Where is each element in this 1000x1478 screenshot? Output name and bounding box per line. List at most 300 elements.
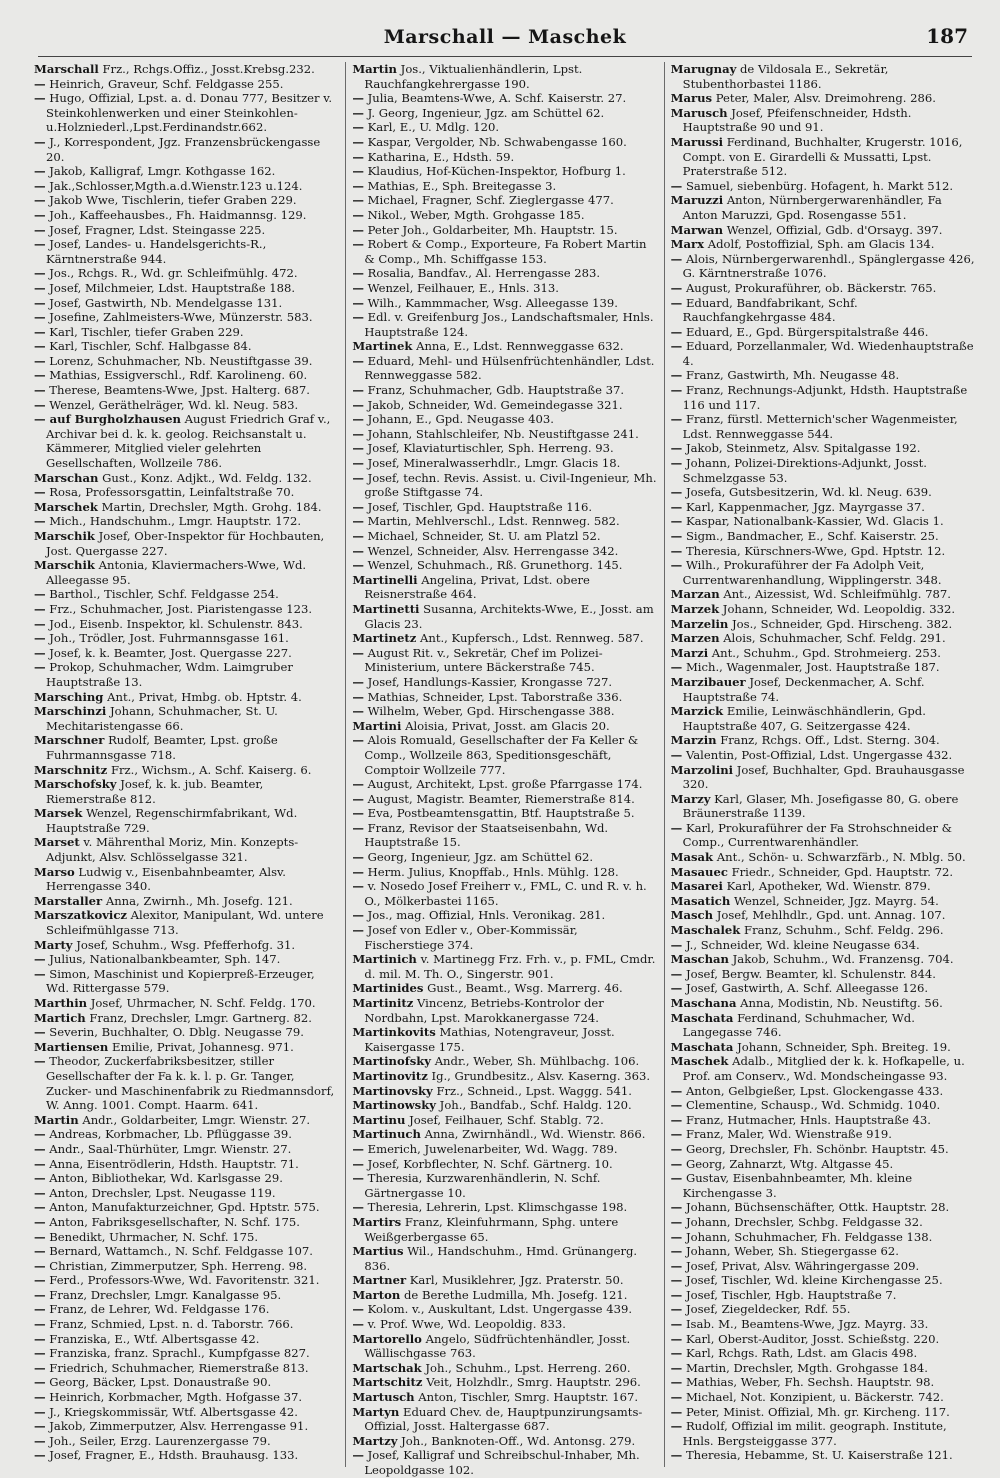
entry-text: J., Kriegskommissär, Wtf. Albertsgasse 42. — [49, 1404, 298, 1419]
directory-entry — [34, 1375, 339, 1390]
directory-entry — [34, 398, 339, 413]
directory-entry — [352, 179, 657, 194]
directory-entry — [671, 1405, 976, 1420]
directory-entry — [352, 412, 657, 427]
directory-entry — [671, 383, 976, 412]
directory-entry — [34, 354, 339, 369]
entry-head: — — [670, 1214, 683, 1229]
entry-head: — — [352, 806, 364, 821]
entry-text: Josef, Milchmeier, Ldst. Hauptstraße 188. — [49, 280, 296, 295]
entry-head: Marschik — [34, 558, 95, 573]
entry-head: — — [670, 1112, 683, 1127]
entry-text: Mathias, Schneider, Lpst. Taborstraße 336. — [367, 689, 623, 704]
directory-entry — [671, 62, 976, 91]
entry-head: — — [34, 1390, 46, 1405]
entry-head: Martinitz — [352, 996, 414, 1010]
entry-text: J., Korrespondent, Jgz. Franzensbrückengasse 20. — [46, 134, 321, 164]
entry-text: Franz, Schuhm., Schf. Feldg. 296. — [744, 923, 944, 938]
entry-head: Marthin — [34, 996, 88, 1010]
directory-entry — [34, 1361, 339, 1376]
entry-head: — — [352, 149, 364, 164]
entry-text: Anna, Zwirnhändl., Wd. Wienstr. 866. — [424, 1127, 646, 1142]
entry-text: Joh., Seiler, Erzg. Laurenzergasse 79. — [49, 1433, 271, 1448]
entry-text: Mich., Wagenmaler, Jost. Hauptstraße 187. — [685, 660, 940, 675]
entry-head: — — [670, 1287, 683, 1302]
entry-text: Karl, Prokuraführer der Fa Strohschneider & Comp., Currentwarenhändler. — [682, 820, 952, 850]
entry-text: de Vildosala E., Sekretär, Stubenthorbastei 1186. — [682, 62, 889, 91]
entry-text: Peter Joh., Goldarbeiter, Mh. Hauptstr. 15. — [367, 222, 618, 237]
directory-entry — [352, 62, 657, 91]
entry-head: Marus — [670, 91, 713, 106]
directory-entry — [352, 1375, 657, 1390]
entry-head: — — [34, 1360, 46, 1375]
directory-entry — [671, 1127, 976, 1142]
entry-text: Johann, Schuhmacher, Fh. Feldgasse 138. — [685, 1229, 933, 1244]
directory-entry — [671, 135, 976, 179]
entry-head: — — [670, 441, 683, 456]
directory-entry — [352, 296, 657, 311]
entry-head: — — [34, 1433, 46, 1448]
entry-head: Marso — [34, 864, 75, 879]
entry-text: Josef, Uhrmacher, N. Schf. Feldg. 170. — [90, 996, 316, 1010]
entry-head: Marzick — [670, 704, 724, 719]
directory-entry — [352, 1448, 657, 1477]
directory-entry — [671, 1317, 976, 1332]
entry-head: Martini — [352, 718, 402, 733]
entry-text: Edl. v. Greifenburg Jos., Landschaftsmaler, Hnls. Hauptstraße 124. — [364, 310, 654, 339]
directory-entry — [671, 1302, 976, 1317]
directory-entry — [671, 981, 976, 996]
entry-text: Jak.,Schlosser,Mgth.a.d.Wienstr.123 u.124. — [49, 178, 303, 193]
directory-entry — [34, 733, 339, 762]
entry-head: — auf Burgholzhausen — [34, 412, 181, 427]
entry-head: Marschan — [34, 470, 99, 485]
entry-text: Franz, Drechsler, Lmgr. Gartnerg. 82. — [89, 1010, 312, 1025]
directory-entry — [352, 558, 657, 573]
directory-entry — [671, 587, 976, 602]
entry-head: Martzy — [352, 1433, 398, 1448]
entry-head: — — [34, 616, 46, 631]
entry-head: — — [34, 164, 46, 179]
entry-text: August Friedrich Graf v., Archivar bei d. k. k. geolog. Reichsanstalt u. Kämmerer, Mitglied vieler gelehrten Gesellschaften, Wollzeile 786. — [46, 412, 331, 471]
entry-text: Frz., Schneid., Lpst. Waggg. 541. — [436, 1083, 632, 1098]
entry-text: Rosalia, Bandfav., Al. Herrengasse 283. — [367, 266, 601, 281]
entry-text: August, Magistr. Beamter, Riemerstraße 814. — [367, 791, 635, 806]
entry-text: Klaudius, Hof-Küchen-Inspektor, Hofburg 1. — [367, 164, 626, 179]
directory-entry — [34, 500, 339, 515]
directory-entry — [352, 1127, 657, 1142]
entry-text: Peter, Minist. Offizial, Mh. gr. Kircheng. 117. — [685, 1404, 950, 1419]
entry-head: Martinides — [352, 981, 424, 996]
entry-head: — — [670, 514, 683, 529]
entry-text: Friedr., Schneider, Gpd. Hauptstr. 72. — [731, 864, 954, 879]
entry-head: — — [670, 485, 683, 500]
entry-text: v. Prof. Wwe, Wd. Leopoldig. 833. — [367, 1317, 566, 1332]
entry-head: — — [34, 383, 46, 398]
entry-text: Josef, Fragner, Ldst. Steingasse 225. — [49, 222, 266, 237]
entry-head: — — [34, 207, 46, 222]
directory-entry — [352, 544, 657, 559]
entry-head: Marzi — [670, 645, 709, 660]
directory-entry — [352, 1069, 657, 1084]
directory-entry — [34, 529, 339, 558]
directory-entry — [34, 62, 339, 77]
entry-text: Michael, Not. Konzipient, u. Bäckerstr. 742. — [685, 1390, 944, 1405]
entry-head: — — [670, 1083, 683, 1098]
entry-text: Johann, Drechsler, Schbg. Feldgasse 32. — [685, 1214, 923, 1229]
directory-entry — [352, 879, 657, 908]
directory-entry — [671, 514, 976, 529]
directory-entry — [352, 1434, 657, 1449]
entry-text: Severin, Buchhalter, O. Dblg. Neugasse 79. — [49, 1025, 304, 1040]
entry-text: Josef, Feilhauer, Schf. Stablg. 72. — [409, 1112, 604, 1127]
directory-entry — [352, 952, 657, 981]
directory-entry — [34, 77, 339, 92]
entry-text: Karl, Apotheker, Wd. Wienstr. 879. — [726, 879, 931, 894]
entry-text: Herm. Julius, Knopffab., Hnls. Mühlg. 128. — [367, 864, 619, 879]
entry-head: — — [34, 266, 46, 281]
entry-head: — — [352, 1200, 364, 1215]
entry-head: — — [34, 1185, 46, 1200]
entry-head: — — [34, 645, 46, 660]
entry-text: Jakob, Schuhm., Wd. Franzensg. 704. — [732, 952, 954, 967]
entry-text: Frz., Schuhmacher, Jost. Piaristengasse 123. — [49, 601, 313, 616]
entry-text: Johann, Büchsenschäfter, Ottk. Hauptstr. 28. — [685, 1200, 950, 1215]
entry-text: Josef, Tischler, Hgb. Hauptstraße 7. — [685, 1287, 897, 1302]
entry-text: Josef, Landes- u. Handelsgerichts-R., Kärntnerstraße 944. — [46, 237, 267, 266]
directory-entry — [352, 646, 657, 675]
directory-entry — [34, 938, 339, 953]
directory-entry — [352, 1288, 657, 1303]
entry-head: Martinovitz — [352, 1068, 428, 1083]
entry-text: August, Prokuraführer, ob. Bäckerstr. 765. — [685, 280, 937, 295]
entry-text: Ig., Grundbesitz., Alsv. Kaserng. 363. — [431, 1068, 651, 1083]
directory-entry — [671, 1361, 976, 1376]
directory-entry — [352, 514, 657, 529]
entry-head: — — [352, 1141, 364, 1156]
entry-head: — — [670, 456, 683, 471]
entry-text: Ferd., Professors-Wwe, Wd. Favoritenstr. 321. — [49, 1273, 320, 1288]
directory-entry — [34, 1419, 339, 1434]
directory-entry — [671, 237, 976, 252]
entry-text: Benedikt, Uhrmacher, N. Schf. 175. — [49, 1229, 259, 1244]
directory-entry — [352, 865, 657, 880]
entry-head: — — [34, 587, 46, 602]
entry-head: Martinelli — [352, 572, 418, 587]
entry-head: — — [352, 514, 364, 529]
entry-head: — — [34, 237, 46, 252]
entry-text: Josef, Ziegeldecker, Rdf. 55. — [685, 1302, 851, 1317]
entry-text: Franz, Hutmacher, Hnls. Hauptstraße 43. — [685, 1112, 931, 1127]
directory-entry — [671, 485, 976, 500]
directory-entry — [34, 587, 339, 602]
entry-head: Marzibauer — [670, 674, 746, 689]
directory-entry — [352, 237, 657, 266]
entry-text: Ant., Privat, Hmbg. ob. Hptstr. 4. — [107, 689, 302, 704]
directory-entry — [34, 967, 339, 996]
entry-head: Marsek — [34, 806, 83, 821]
directory-entry — [34, 996, 339, 1011]
directory-entry — [671, 646, 976, 661]
entry-head: Martyn — [352, 1404, 400, 1419]
entry-head: — — [34, 1287, 46, 1302]
entry-text: Josef, Bergw. Beamter, kl. Schulenstr. 844. — [685, 966, 936, 981]
entry-head: Martich — [34, 1010, 86, 1025]
entry-head: — — [352, 1448, 364, 1463]
directory-entry — [671, 938, 976, 953]
entry-head: — — [34, 1419, 46, 1434]
entry-text: Frz., Rchgs.Offiz., Josst.Krebsg.232. — [102, 62, 315, 76]
entry-text: v. Nosedo Josef Freiherr v., FML, C. und R. v. h. O., Mölkerbastei 1165. — [364, 879, 647, 908]
entry-text: J., Schneider, Wd. kleine Neugasse 634. — [685, 937, 920, 952]
entry-text: Robert & Comp., Exporteure, Fa Robert Martin & Comp., Mh. Schiffgasse 153. — [364, 237, 647, 266]
directory-entry — [671, 704, 976, 733]
entry-text: Josef, Tischler, Gpd. Hauptstraße 116. — [367, 499, 593, 514]
directory-entry — [34, 471, 339, 486]
entry-text: Franz, Maler, Wd. Wienstraße 919. — [685, 1127, 892, 1142]
entry-head: — — [670, 1419, 683, 1434]
entry-head: — — [352, 105, 364, 120]
directory-entry — [34, 1302, 339, 1317]
entry-head: Martinovsky — [352, 1083, 433, 1098]
entry-head: — — [670, 339, 683, 354]
entry-text: Joh., Banknoten-Off., Wd. Antonsg. 279. — [401, 1433, 636, 1448]
directory-entry — [34, 1025, 339, 1040]
entry-head: — — [352, 1302, 364, 1317]
entry-head: — — [34, 1448, 46, 1463]
entry-head: — — [670, 383, 683, 398]
directory-entry — [34, 1230, 339, 1245]
page-number: 187 — [926, 24, 968, 48]
entry-head: — — [34, 368, 46, 383]
directory-entry — [352, 573, 657, 602]
entry-head: Martinuch — [352, 1127, 421, 1142]
directory-entry — [34, 1244, 339, 1259]
entry-head: — — [352, 134, 364, 149]
directory-entry — [671, 792, 976, 821]
entry-text: Wenzel, Schneider, Jgz. Mayrg. 54. — [733, 893, 939, 908]
directory-entry — [671, 281, 976, 296]
directory-entry — [34, 1127, 339, 1142]
entry-text: Josef, Ober-Inspektor für Hochbauten, Jost. Quergasse 227. — [46, 529, 325, 558]
entry-head: Martinowsky — [352, 1098, 436, 1113]
directory-entry — [34, 763, 339, 778]
entry-text: Angelina, Privat, Ldst. obere Reisnerstraße 464. — [364, 572, 590, 602]
entry-text: Adolf, Postoffizial, Sph. am Glacis 134. — [707, 237, 935, 252]
entry-head: — — [670, 1390, 683, 1405]
entry-head: — — [34, 1200, 46, 1215]
directory-entry — [671, 763, 976, 792]
entry-head: — — [670, 1448, 683, 1463]
directory-entry — [671, 1011, 976, 1040]
directory-entry — [34, 1390, 339, 1405]
directory-entry — [34, 894, 339, 909]
directory-entry — [34, 1011, 339, 1026]
entry-head: — — [352, 91, 364, 106]
directory-entry — [352, 821, 657, 850]
directory-entry — [671, 1346, 976, 1361]
entry-head: Martinetti — [352, 601, 420, 616]
entry-head: — — [34, 1156, 46, 1171]
entry-text: Alois, Schuhmacher, Schf. Feldg. 291. — [723, 631, 946, 646]
entry-text: Kaspar, Nationalbank-Kassier, Wd. Glacis 1. — [685, 514, 944, 529]
entry-head: — — [352, 383, 364, 398]
entry-text: Wenzel, Offizial, Gdb. d'Orsayg. 397. — [726, 222, 943, 237]
entry-head: Maschana — [670, 996, 737, 1010]
entry-head: — — [670, 937, 683, 952]
entry-text: Lorenz, Schuhmacher, Nb. Neustiftgasse 39. — [49, 353, 313, 368]
entry-head: — — [670, 1127, 683, 1142]
entry-text: Johann, Schneider, Sph. Breiteg. 19. — [737, 1039, 951, 1054]
entry-head: — — [34, 1302, 46, 1317]
directory-entry — [352, 908, 657, 923]
entry-text: Wil., Handschuhm., Hmd. Grünangerg. 836. — [364, 1244, 638, 1273]
directory-entry — [352, 792, 657, 807]
entry-head: Marzolini — [670, 762, 734, 777]
entry-head: — — [352, 266, 364, 281]
directory-entry — [352, 850, 657, 865]
entry-head: — — [34, 295, 46, 310]
entry-head: Marschik — [34, 529, 95, 543]
entry-text: Prokop, Schuhmacher, Wdm. Laimgruber Hauptstraße 13. — [46, 660, 293, 689]
entry-head: — — [352, 470, 364, 485]
entry-head: — — [352, 1317, 364, 1332]
entry-head: — — [670, 1200, 683, 1215]
entry-head: — — [670, 1171, 683, 1186]
entry-head: Maschan — [670, 952, 729, 967]
entry-text: Josef, techn. Revis. Assist. u. Civil-Ingenieur, Mh. große Stiftgasse 74. — [364, 470, 657, 500]
entry-head: Marsching — [34, 689, 104, 704]
entry-text: Wenzel, Schuhmach., Rß. Grunethorg. 145. — [367, 558, 623, 573]
entry-text: Valentin, Post-Offizial, Ldst. Ungergasse 432. — [685, 747, 953, 762]
directory-entry — [352, 1025, 657, 1054]
entry-head: Masauec — [670, 864, 728, 879]
entry-head: — — [352, 558, 364, 573]
entry-head: — — [352, 879, 364, 894]
directory-entry — [352, 1405, 657, 1434]
entry-head: — — [670, 1098, 683, 1113]
entry-text: Josef, Korbflechter, N. Schf. Gärtnerg. 10. — [367, 1156, 613, 1171]
directory-entry — [34, 1273, 339, 1288]
directory-entry — [671, 500, 976, 515]
entry-text: Johann, Schuhmacher, St. U. Mechitaristengasse 66. — [46, 704, 278, 733]
entry-head: — — [34, 397, 46, 412]
entry-head: — — [352, 456, 364, 471]
entry-text: Franz, de Lehrer, Wd. Feldgasse 176. — [49, 1302, 270, 1317]
entry-head: — — [670, 966, 683, 981]
entry-text: Mathias, E., Sph. Breitegasse 3. — [367, 178, 557, 193]
entry-text: Joh., Kaffeehausbes., Fh. Haidmannsg. 129. — [49, 207, 307, 222]
entry-text: Ant., Aizessist, Wd. Schleifmühlg. 787. — [723, 587, 951, 602]
directory-entry — [352, 1244, 657, 1273]
entry-text: Franz, Gastwirth, Mh. Neugasse 48. — [685, 368, 900, 383]
directory-entry — [34, 296, 339, 311]
entry-head: Marschinzi — [34, 704, 107, 719]
entry-text: Josef, Schuhm., Wsg. Pfefferhofg. 31. — [76, 937, 296, 952]
directory-entry — [34, 1215, 339, 1230]
entry-text: Karl, Musiklehrer, Jgz. Praterstr. 50. — [409, 1273, 624, 1288]
entry-head: Marschner — [34, 733, 105, 748]
directory-entry — [352, 135, 657, 150]
directory-entry — [34, 660, 339, 689]
entry-text: Karl, Tischler, Schf. Halbgasse 84. — [49, 339, 252, 354]
entry-text: Josef, Privat, Alsv. Währingergasse 209. — [685, 1258, 920, 1273]
entry-text: Christian, Zimmerputzer, Sph. Herreng. 98. — [49, 1258, 308, 1273]
directory-entry — [34, 1288, 339, 1303]
directory-entry — [671, 456, 976, 485]
entry-head: — — [352, 1171, 364, 1186]
entry-text: Sigm., Bandmacher, E., Schf. Kaiserstr. 25. — [685, 529, 939, 543]
directory-entry — [352, 383, 657, 398]
directory-entry — [352, 981, 657, 996]
directory-entry — [671, 952, 976, 967]
entry-text: Mathias, Notengraveur, Josst. Kaisergasse 175. — [364, 1025, 615, 1054]
entry-head: — — [352, 674, 364, 689]
entry-text: Josef, Handlungs-Kassier, Krongasse 727. — [367, 674, 613, 689]
entry-head: Marzin — [670, 733, 717, 748]
entry-text: Josef, Gastwirth, A. Schf. Alleegasse 126. — [685, 981, 929, 996]
entry-head: Marzy — [670, 791, 711, 806]
entry-text: Bernard, Wattamch., N. Schf. Feldgasse 107. — [49, 1244, 313, 1259]
entry-head: — — [670, 295, 683, 310]
entry-head: — — [34, 178, 46, 193]
directory-entry — [671, 179, 976, 194]
entry-head: Marschofsky — [34, 777, 117, 792]
entry-head: Martin — [352, 62, 397, 76]
entry-text: Theodor, Zuckerfabriksbesitzer, stiller Gesellschafter der Fa k. k. l. p. Gr. Tanger, Zucker- und Maschinenfabrik zu Riedmannsdorf, W. Anng. 1001. Compt. Haarm. 641. — [46, 1054, 335, 1113]
directory-entry — [671, 1054, 976, 1083]
directory-entry — [671, 412, 976, 441]
directory-entry — [671, 631, 976, 646]
entry-head: — — [352, 820, 364, 835]
directory-entry — [352, 266, 657, 281]
entry-text: Karl, Glaser, Mh. Josefigasse 80, G. obere Bräunerstraße 1139. — [682, 791, 959, 821]
entry-text: Martin, Drechsler, Mgth. Grohgasse 184. — [685, 1360, 928, 1375]
directory-entry — [34, 339, 339, 354]
entry-head: Martusch — [352, 1390, 415, 1405]
entry-head: — — [34, 76, 46, 91]
directory-entry — [352, 339, 657, 354]
entry-text: Josef, k. k. Beamter, Jost. Quergasse 227. — [49, 645, 292, 660]
directory-entry — [352, 427, 657, 442]
entry-text: Anton, Bibliothekar, Wd. Karlsgasse 29. — [49, 1171, 283, 1186]
entry-text: Franziska, E., Wtf. Albertsgasse 42. — [49, 1331, 260, 1346]
entry-text: Andreas, Korbmacher, Lb. Pflüggasse 39. — [49, 1127, 292, 1142]
entry-head: — — [34, 1171, 46, 1186]
entry-text: August, Architekt, Lpst. große Pfarrgasse 174. — [367, 777, 643, 792]
entry-head: — — [34, 310, 46, 325]
entry-head: — — [34, 1375, 46, 1390]
entry-text: Wilh., Prokuraführer der Fa Adolph Veit, Currentwarenhandlung, Wipplingerstr. 348. — [682, 558, 942, 587]
entry-text: Johann, Schneider, Wd. Leopoldig. 332. — [722, 601, 956, 616]
entry-text: Eduard, Mehl- und Hülsenfrüchtenhändler, Ldst. Rennweggasse 582. — [364, 353, 655, 383]
entry-head: — — [34, 1025, 46, 1040]
directory-entry — [352, 1054, 657, 1069]
directory-entry — [352, 1113, 657, 1128]
entry-text: Wilh., Kammmacher, Wsg. Alleegasse 139. — [367, 295, 618, 310]
directory-entry — [671, 1040, 976, 1055]
directory-entry — [671, 1098, 976, 1113]
entry-text: Josef, k. k. jub. Beamter, Riemerstraße 812. — [46, 777, 264, 806]
entry-head: — — [670, 368, 683, 383]
entry-text: Anton, Tischler, Smrg. Hauptstr. 167. — [418, 1390, 639, 1405]
entry-head: — — [670, 1302, 683, 1317]
entry-head: — — [670, 543, 683, 558]
entry-text: Vincenz, Betriebs-Kontrolor der Nordbahn, Lpst. Marokkanergasse 724. — [364, 996, 604, 1025]
entry-text: Heinrich, Graveur, Schf. Feldgasse 255. — [49, 76, 284, 91]
directory-entry — [34, 281, 339, 296]
entry-head: — — [670, 820, 683, 835]
